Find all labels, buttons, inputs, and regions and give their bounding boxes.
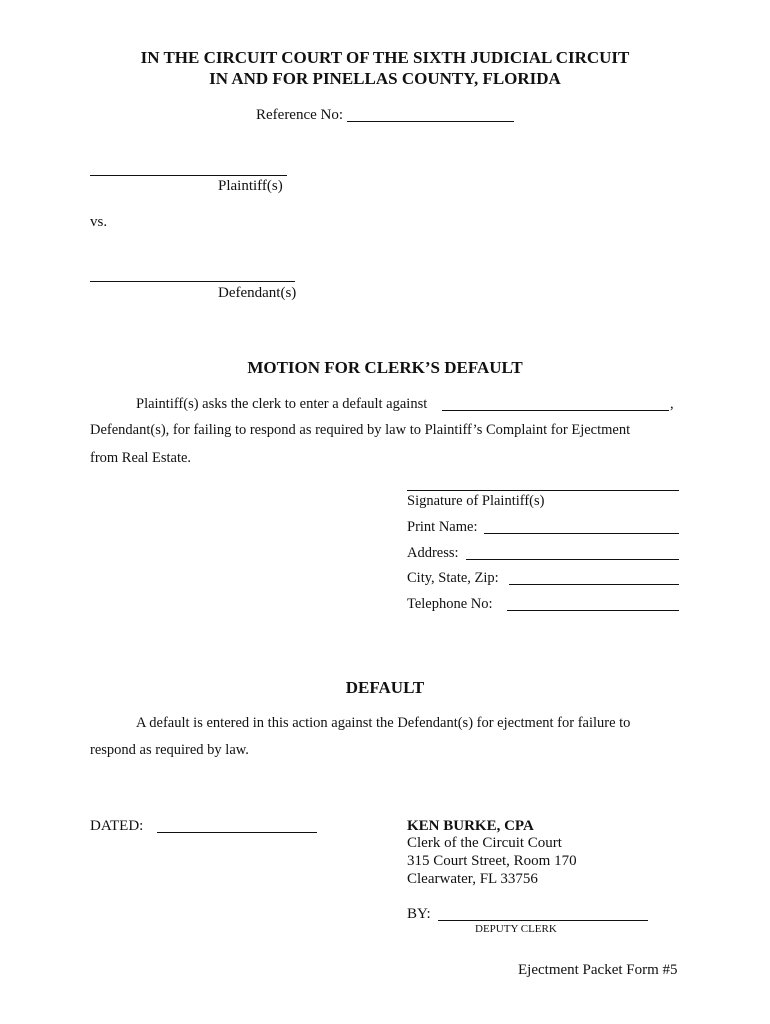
clerk-title: Clerk of the Circuit Court — [407, 835, 562, 851]
city-state-zip-label: City, State, Zip: — [407, 570, 499, 586]
clerk-street: 315 Court Street, Room 170 — [407, 853, 577, 869]
defendant-default-blank[interactable] — [442, 410, 669, 411]
reference-label: Reference No: — [256, 107, 344, 123]
address-blank[interactable] — [466, 559, 679, 560]
telephone-label: Telephone No: — [407, 596, 493, 612]
address-label: Address: — [407, 545, 459, 561]
default-title: DEFAULT — [345, 678, 425, 697]
defendant-name-blank[interactable] — [90, 281, 295, 282]
default-line-1: A default is entered in this action against the Defendant(s) for ejectment for failure to — [136, 715, 631, 731]
court-header-line-2: IN AND FOR PINELLAS COUNTY, FLORIDA — [209, 69, 561, 88]
print-name-label: Print Name: — [407, 519, 478, 535]
court-header-line-1: IN THE CIRCUIT COURT OF THE SIXTH JUDICIAL CIRCUIT — [140, 48, 630, 67]
print-name-blank[interactable] — [484, 533, 679, 534]
telephone-blank[interactable] — [507, 610, 679, 611]
default-line-2: respond as required by law. — [90, 742, 249, 758]
vs-label: vs. — [90, 214, 108, 230]
clerk-city: Clearwater, FL 33756 — [407, 871, 538, 887]
reference-blank[interactable] — [347, 121, 514, 122]
deputy-clerk-signature-blank[interactable] — [438, 920, 648, 921]
city-state-zip-blank[interactable] — [509, 584, 679, 585]
deputy-clerk-label: DEPUTY CLERK — [475, 923, 557, 935]
motion-line-1-comma: , — [670, 396, 674, 412]
dated-label: DATED: — [90, 818, 144, 834]
clerk-name: KEN BURKE, CPA — [407, 818, 534, 834]
plaintiff-name-blank[interactable] — [90, 175, 287, 176]
dated-blank[interactable] — [157, 832, 317, 833]
motion-line-1-text: Plaintiff(s) asks the clerk to enter a default against — [136, 396, 428, 412]
motion-line-2: Defendant(s), for failing to respond as required by law to Plaintiff’s Complaint for Ejectment — [90, 422, 631, 438]
signature-label: Signature of Plaintiff(s) — [407, 493, 545, 509]
motion-title: MOTION FOR CLERK’S DEFAULT — [247, 358, 523, 377]
plaintiff-signature-blank[interactable] — [407, 490, 679, 491]
defendant-label: Defendant(s) — [218, 285, 297, 301]
by-label: BY: — [407, 906, 431, 922]
plaintiff-label: Plaintiff(s) — [218, 178, 283, 194]
form-footer-label: Ejectment Packet Form #5 — [518, 962, 678, 978]
motion-line-3: from Real Estate. — [90, 450, 192, 466]
